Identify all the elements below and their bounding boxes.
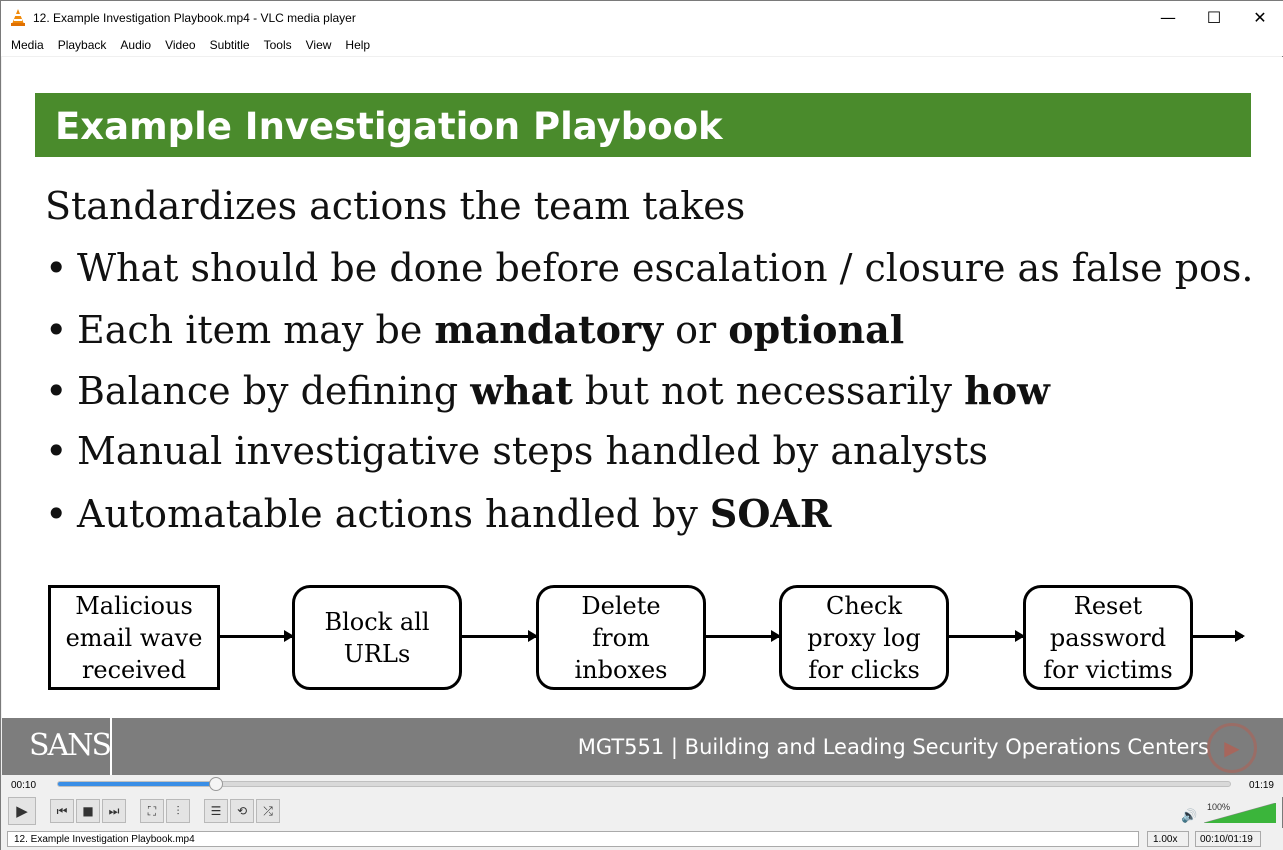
elapsed-time: 00:10	[11, 780, 37, 791]
menu-audio[interactable]: Audio	[120, 38, 152, 52]
volume-percent: 100%	[1207, 802, 1231, 812]
status-time[interactable]: 00:10/01:19	[1195, 831, 1261, 847]
maximize-button[interactable]: ☐	[1206, 8, 1222, 27]
slide-intro: Standardizes actions the team takes	[45, 184, 746, 228]
seek-row	[1, 775, 1283, 797]
play-icon: ▶	[16, 802, 28, 820]
play-button[interactable]	[8, 797, 36, 825]
flow-step-malicious-email	[48, 585, 220, 690]
slide-header	[35, 93, 1251, 157]
menu-help[interactable]: Help	[345, 38, 371, 52]
bullet-text: or	[663, 308, 729, 352]
bullet-bold-text: how	[964, 368, 1050, 413]
seek-slider[interactable]	[57, 781, 1231, 787]
menu-bar	[1, 34, 1283, 56]
control-bar	[1, 797, 1283, 827]
minimize-button[interactable]: —	[1160, 8, 1176, 27]
playlist-icon: ☰	[210, 804, 222, 818]
menu-subtitle[interactable]: Subtitle	[209, 38, 250, 52]
window-title: 12. Example Investigation Playbook.mp4 - VLC media player	[33, 11, 356, 25]
flow-arrow	[706, 635, 779, 638]
bullet-bold-text: optional	[728, 307, 905, 352]
bullet-text: Each item may be	[77, 308, 435, 352]
sans-logo: SANS	[29, 728, 111, 763]
status-bar	[1, 828, 1283, 850]
title-bar	[1, 1, 1283, 34]
playback-speed[interactable]: 1.00x	[1147, 831, 1189, 847]
bullet-bold-text: mandatory	[434, 307, 664, 352]
flow-step-delete-inboxes	[536, 585, 706, 690]
flow-step-reset-password	[1023, 585, 1193, 690]
flow-step-label: Malicious email wave received	[65, 591, 203, 684]
fullscreen-button[interactable]	[140, 799, 164, 823]
flow-arrow	[1193, 635, 1243, 638]
bullet-text: but not necessarily	[572, 369, 965, 413]
bullet-5: • Automatable actions handled by SOAR	[45, 491, 832, 536]
menu-video[interactable]: Video	[165, 38, 196, 52]
stop-icon: ■	[82, 804, 94, 818]
course-title: MGT551 | Building and Leading Security Operations Centers	[577, 735, 1209, 759]
status-filename: 12. Example Investigation Playbook.mp4	[7, 831, 1139, 847]
flow-step-label: Check proxy log for clicks	[807, 591, 921, 684]
next-button[interactable]	[102, 799, 126, 823]
bullet-bold-text: SOAR	[709, 491, 832, 536]
flow-step-label: Reset password for victims	[1043, 591, 1173, 684]
loop-icon: ⟲	[236, 804, 248, 818]
seek-handle[interactable]	[209, 777, 223, 791]
flow-step-block-urls	[292, 585, 462, 690]
menu-tools[interactable]: Tools	[263, 38, 292, 52]
menu-media[interactable]: Media	[11, 38, 44, 52]
fullscreen-icon: ⛶	[147, 803, 157, 818]
stop-button[interactable]	[76, 799, 100, 823]
speaker-icon[interactable]: 🔊	[1181, 809, 1198, 824]
menu-view[interactable]: View	[305, 38, 332, 52]
bullet-text: What should be done before escalation / closure as false pos.	[77, 246, 1254, 290]
flow-step-label: Block all URLs	[324, 607, 430, 668]
bullet-bold-text: what	[470, 368, 573, 413]
flow-arrow	[462, 635, 536, 638]
skip-forward-icon: ⏭	[108, 803, 120, 818]
menu-playback[interactable]: Playback	[57, 38, 107, 52]
video-canvas[interactable]	[2, 57, 1283, 775]
bullet-text: Manual investigative steps handled by analysts	[77, 429, 989, 473]
bullet-4: • Manual investigative steps handled by analysts	[45, 429, 989, 473]
flow-arrow	[220, 635, 292, 638]
slide-title: Example Investigation Playbook	[55, 105, 723, 148]
shuffle-icon: ⤮	[263, 803, 273, 818]
vlc-cone-icon	[10, 9, 26, 26]
ondemand-watermark-icon: ▶	[1207, 723, 1257, 773]
bullet-3: • Balance by defining what but not necessarily how	[45, 368, 1050, 413]
playlist-button[interactable]	[204, 799, 228, 823]
flow-step-label: Delete from inboxes	[574, 591, 668, 684]
loop-button[interactable]	[230, 799, 254, 823]
bullet-2: • Each item may be mandatory or optional	[45, 307, 905, 352]
previous-button[interactable]	[50, 799, 74, 823]
flow-step-check-proxy	[779, 585, 949, 690]
extended-settings-button[interactable]	[166, 799, 190, 823]
total-time: 01:19	[1248, 780, 1274, 791]
skip-back-icon: ⏮	[56, 803, 68, 818]
equalizer-icon: ⫶	[176, 803, 180, 818]
flow-arrow	[949, 635, 1023, 638]
close-button[interactable]: ✕	[1253, 8, 1267, 27]
footer-divider	[110, 718, 112, 775]
shuffle-button[interactable]	[256, 799, 280, 823]
volume-slider[interactable]	[1204, 803, 1276, 823]
bullet-1: • What should be done before escalation / closure as false pos.	[45, 246, 1254, 290]
bullet-text: Automatable actions handled by	[77, 492, 710, 536]
seek-progress	[58, 782, 216, 786]
bullet-text: Balance by defining	[77, 369, 471, 413]
slide-footer	[2, 718, 1283, 775]
